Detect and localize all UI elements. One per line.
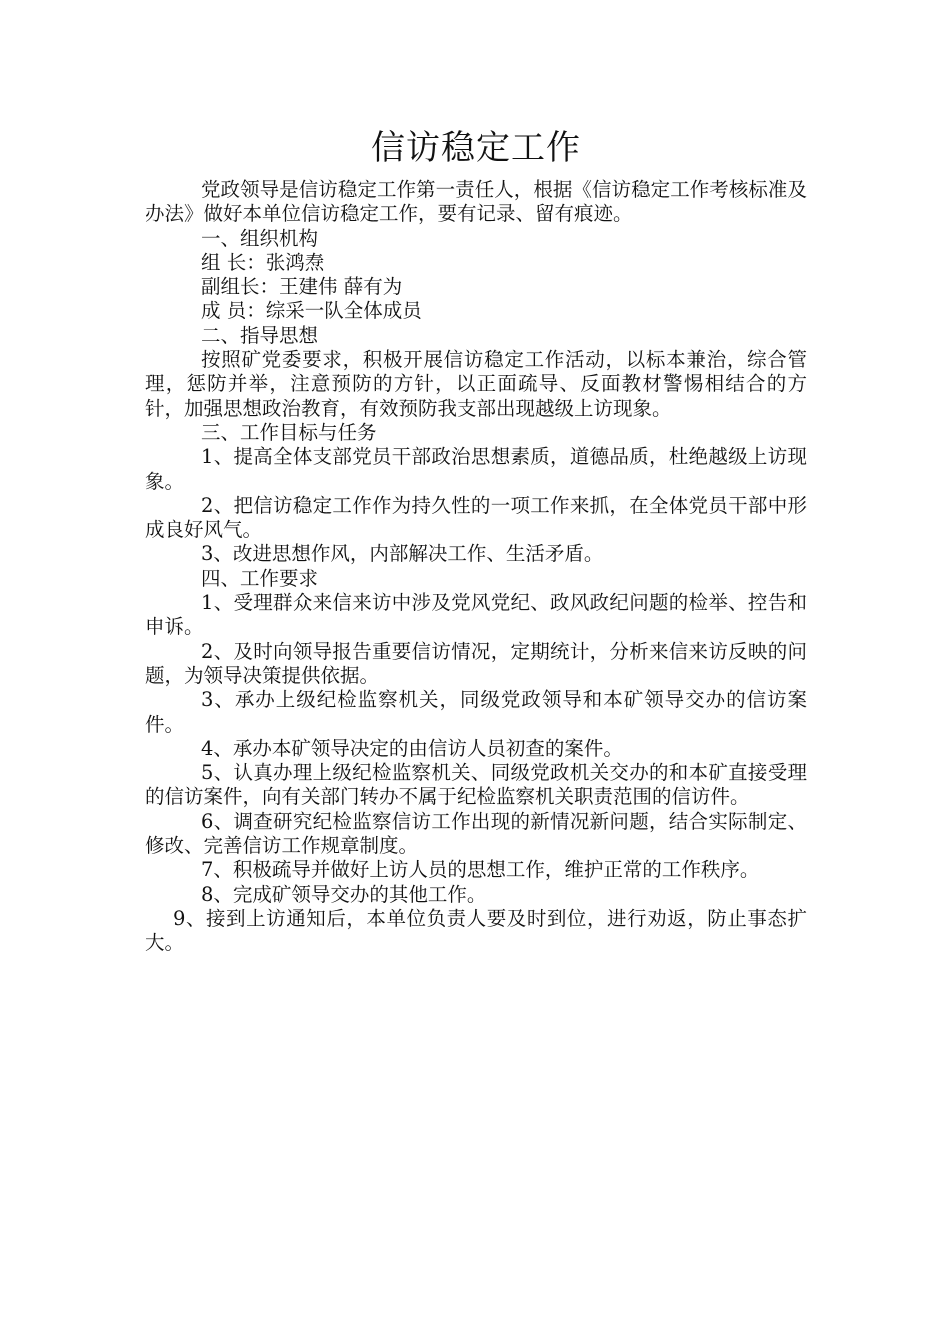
paragraph: 一、组织机构: [201, 226, 319, 250]
paragraph: 2、及时向领导报告重要信访情况，定期统计，分析来信来访反映的问题，为领导决策提供依据。: [145, 639, 807, 687]
paragraph: 8、完成矿领导交办的其他工作。: [201, 882, 487, 906]
paragraph: 成 员：综采一队全体成员: [201, 299, 422, 323]
paragraph: 3、承办上级纪检监察机关，同级党政领导和本矿领导交办的信访案件。: [145, 688, 807, 736]
paragraph: 3、改进思想作风，内部解决工作、生活矛盾。: [201, 542, 604, 566]
paragraph: 组 长：张鸿焘: [201, 250, 325, 274]
document-title: 信访稳定工作: [371, 128, 581, 168]
paragraph: 5、认真办理上级纪检监察机关、同级党政机关交办的和本矿直接受理的信访案件，向有关部门转办不属于纪检监察机关职责范围的信访件。: [145, 761, 807, 809]
paragraph: 三、工作目标与任务: [201, 420, 377, 444]
paragraph: 党政领导是信访稳定工作第一责任人，根据《信访稳定工作考核标准及办法》做好本单位信访稳定工作，要有记录、留有痕迹。: [145, 178, 807, 226]
document-page: [145, 118, 807, 956]
paragraph: 1、提高全体支部党员干部政治思想素质，道德品质，杜绝越级上访现象。: [145, 445, 807, 493]
paragraph: 副组长：王建伟 薛有为: [201, 275, 403, 299]
paragraph: 四、工作要求: [201, 566, 319, 590]
paragraph: 1、受理群众来信来访中涉及党风党纪、政风政纪问题的检举、控告和申诉。: [145, 591, 807, 639]
paragraph: 7、积极疏导并做好上访人员的思想工作，维护正常的工作秩序。: [201, 858, 760, 882]
document-body: [145, 178, 807, 956]
paragraph: 4、承办本矿领导决定的由信访人员初查的案件。: [201, 736, 623, 760]
paragraph: 2、把信访稳定工作作为持久性的一项工作来抓，在全体党员干部中形成良好风气。: [145, 493, 807, 542]
paragraph: 9、接到上访通知后，本单位负责人要及时到位，进行劝返，防止事态扩大。: [145, 906, 807, 955]
paragraph: 二、指导思想: [201, 323, 319, 347]
paragraph: 6、调查研究纪检监察信访工作出现的新情况新问题，结合实际制定、修改、完善信访工作规章制度。: [145, 809, 807, 858]
paragraph: 按照矿党委要求，积极开展信访稳定工作活动，以标本兼治，综合管理，惩防并举，注意预防的方针，以正面疏导、反面教材警惕相结合的方针，加强思想政治教育，有效预防我支部出现越级上访现象。: [145, 348, 807, 420]
